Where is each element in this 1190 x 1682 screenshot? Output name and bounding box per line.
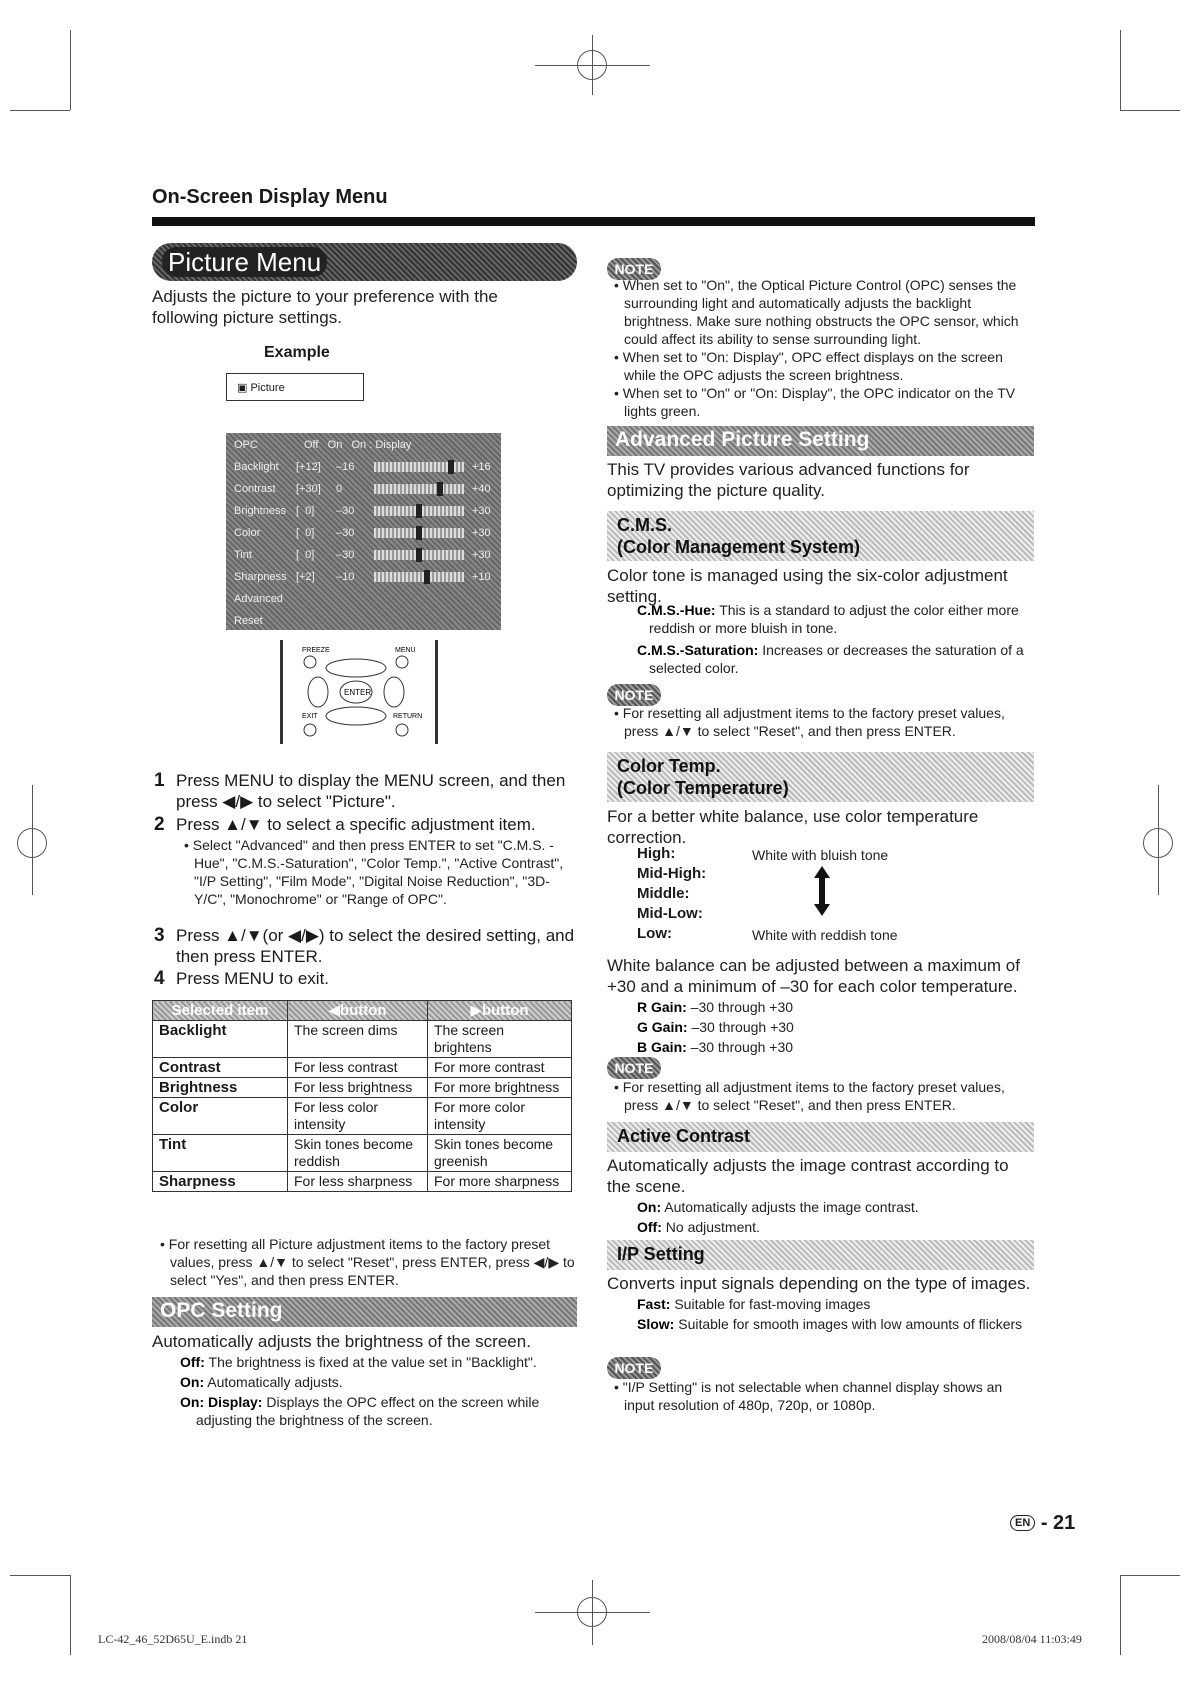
ip-setting-heading: I/P Setting xyxy=(607,1240,1034,1270)
osd-row-slider: Sharpness [+2] –10 +10 xyxy=(234,571,491,583)
ip-note: • "I/P Setting" is not selectable when channel display shows an input resolution of 480p, 720p, or 1080p. xyxy=(610,1378,1035,1414)
cms-heading: C.M.S. (Color Management System) xyxy=(607,511,1034,561)
footer-date: 2008/08/04 11:03:49 xyxy=(982,1632,1082,1646)
note-badge: NOTE xyxy=(607,1057,661,1079)
example-label: Example xyxy=(264,344,330,361)
color-temp-heading: Color Temp. (Color Temperature) xyxy=(607,752,1034,802)
osd-slider xyxy=(374,462,464,472)
step-2: 2 Press ▲/▼ to select a specific adjustment item. xyxy=(154,814,536,835)
osd-row-slider: Brightness [ 0] –30 +30 xyxy=(234,505,491,517)
color-temp-intro: For a better white balance, use color temperature correction. xyxy=(607,807,979,847)
freeze-label: FREEZE xyxy=(302,647,330,654)
temp-level-high: High: xyxy=(637,845,676,862)
crop-mark xyxy=(1120,1575,1121,1655)
advanced-intro: This TV provides various advanced functions for optimizing the picture quality. xyxy=(607,460,970,500)
note-badge: NOTE xyxy=(607,258,661,280)
crop-mark xyxy=(32,785,33,895)
osd-slider-knob xyxy=(416,504,422,518)
osd-slider xyxy=(374,528,464,538)
crop-mark xyxy=(70,30,71,110)
osd-row-slider: Contrast [+30] 0 +40 xyxy=(234,483,491,495)
opc-item-off: Off: The brightness is fixed at the value set in "Backlight". xyxy=(180,1354,537,1370)
osd-picture-tab: ▣ Picture xyxy=(226,373,364,401)
crop-mark xyxy=(10,110,70,111)
osd-slider-knob xyxy=(448,460,454,474)
crop-mark xyxy=(535,1612,650,1613)
osd-slider-knob xyxy=(416,526,422,540)
picture-menu-intro: Adjusts the picture to your preference with the following picture settings. xyxy=(152,287,498,327)
enter-label: ENTER xyxy=(344,688,372,697)
temp-level-mid-low: Mid-Low: xyxy=(637,905,703,922)
advanced-heading: Advanced Picture Setting xyxy=(607,426,1034,456)
white-balance-text: White balance can be adjusted between a maximum of +30 and a minimum of –30 for each color temperature. xyxy=(607,956,1020,996)
crop-mark xyxy=(10,1575,70,1576)
temp-level-low: Low: xyxy=(637,925,672,942)
crop-mark xyxy=(1120,1575,1180,1576)
crop-mark xyxy=(1158,785,1159,895)
opc-notes: • When set to "On", the Optical Picture Control (OPC) senses the surrounding light and automatically adjusts the backlight brightness. Make sure nothing obstructs the OPC sensor, which could affect its ability to sense surrounding light. • When set to "On: Display", OPC effect displays on the screen while the OPC adjusts the screen brightness. • When set to "On" or "On: Display", the OPC indicator on the TV lights green. xyxy=(610,276,1035,420)
note-badge: NOTE xyxy=(607,684,661,706)
menu-label: MENU xyxy=(395,647,416,654)
footer-filename: LC-42_46_52D65U_E.indb 21 xyxy=(98,1632,248,1646)
osd-slider xyxy=(374,550,464,560)
return-label: RETURN xyxy=(393,713,423,720)
step-2-sub: • Select "Advanced" and then press ENTER to set "C.M.S. -Hue", "C.M.S.-Saturation", "Color Temp.", "Active Contrast", "I/P Setting", "Film Mode", "Digital Noise Reduction", "3D-Y/C", "Monochrome" or "Range of OPC". xyxy=(180,836,575,908)
exit-label: EXIT xyxy=(302,713,318,720)
crop-mark xyxy=(70,1575,71,1655)
header-rule xyxy=(152,217,1035,226)
ip-intro: Converts input signals depending on the type of images. xyxy=(607,1274,1031,1293)
ip-slow: Slow: Suitable for smooth images with low amounts of flickers xyxy=(637,1316,1023,1332)
osd-row-slider: Tint [ 0] –30 +30 xyxy=(234,549,491,561)
osd-opc-options: Off On On : Display xyxy=(304,439,412,451)
osd-row-slider: Backlight [+12] –16 +16 xyxy=(234,461,491,473)
low-description: White with reddish tone xyxy=(752,927,898,943)
picture-menu-heading: Picture Menu xyxy=(152,243,577,281)
g-gain: G Gain: –30 through +30 xyxy=(637,1019,794,1035)
table-row: Brightness For less brightness For more brightness xyxy=(153,1078,572,1098)
note-badge: NOTE xyxy=(607,1357,661,1379)
table-row: Backlight The screen dims The screen brightens xyxy=(153,1021,572,1058)
osd-slider-knob xyxy=(437,482,443,496)
crop-mark xyxy=(1120,110,1180,111)
osd-screen: OPC Off On On : Display Backlight [+12] –16 +16 Contrast [+30] 0 +40 Brightness [ 0] –30 +30 Color [ 0] –30 +30 Tint [ 0] –30 +30 Sharpness [+2] –10 +10 Advanced Reset xyxy=(226,433,501,630)
table-row: Sharpness For less sharpness For more sharpness xyxy=(153,1172,572,1192)
reset-note: • For resetting all Picture adjustment items to the factory preset values, press ▲/▼ to select "Reset", press ENTER, press ◀/▶ to select "Yes", and then press ENTER. xyxy=(156,1235,576,1289)
step-1: 1 Press MENU to display the MENU screen, and then press ◀/▶ to select "Picture". xyxy=(154,770,566,811)
active-contrast-intro: Automatically adjusts the image contrast according to the scene. xyxy=(607,1156,1009,1196)
page-number: EN - 21 xyxy=(1010,1512,1075,1535)
color-temp-note: • For resetting all adjustment items to the factory preset values, press ▲/▼ to select "Reset", and then press ENTER. xyxy=(610,1078,1035,1114)
remote-illustration xyxy=(280,640,440,744)
cms-saturation: C.M.S.-Saturation: Increases or decreases the saturation of a selected color. xyxy=(637,642,1024,676)
cms-note: • For resetting all adjustment items to the factory preset values, press ▲/▼ to select "Reset", and then press ENTER. xyxy=(610,704,1035,740)
ip-fast: Fast: Suitable for fast-moving images xyxy=(637,1296,871,1312)
osd-slider-knob xyxy=(416,548,422,562)
high-description: White with bluish tone xyxy=(752,847,889,863)
adjustment-table xyxy=(152,1000,572,1192)
r-gain: R Gain: –30 through +30 xyxy=(637,999,794,1015)
crop-mark xyxy=(1120,30,1121,110)
opc-item-on: On: Automatically adjusts. xyxy=(180,1374,343,1390)
picture-icon: ▣ xyxy=(237,382,251,394)
table-row: Color For less color intensity For more color intensity xyxy=(153,1098,572,1135)
language-badge: EN xyxy=(1010,1515,1035,1531)
osd-slider-knob xyxy=(424,570,430,584)
osd-slider xyxy=(374,506,464,516)
cms-hue: C.M.S.-Hue: This is a standard to adjust the color either more reddish or more bluish in tone. xyxy=(637,602,1019,636)
step-4: 4 Press MENU to exit. xyxy=(154,968,330,989)
temp-level-mid-high: Mid-High: xyxy=(637,865,707,882)
b-gain: B Gain: –30 through +30 xyxy=(637,1039,794,1055)
opc-setting-heading: OPC Setting xyxy=(152,1297,577,1327)
active-contrast-on: On: Automatically adjusts the image contrast. xyxy=(637,1199,919,1215)
table-row: Tint Skin tones become reddish Skin tones become greenish xyxy=(153,1135,572,1172)
section-title: On-Screen Display Menu xyxy=(152,186,388,208)
opc-intro: Automatically adjusts the brightness of the screen. xyxy=(152,1332,531,1351)
osd-slider xyxy=(374,572,464,582)
active-contrast-off: Off: No adjustment. xyxy=(637,1219,760,1235)
crop-mark xyxy=(535,65,650,66)
osd-row-slider: Color [ 0] –30 +30 xyxy=(234,527,491,539)
step-3: 3 Press ▲/▼(or ◀/▶) to select the desired setting, and then press ENTER. xyxy=(154,925,575,966)
table-header: Selected item ◀button ▶button xyxy=(153,1001,572,1021)
osd-row-opc: OPC Off On On : Display xyxy=(234,439,412,451)
table-row: Contrast For less contrast For more contrast xyxy=(153,1058,572,1078)
active-contrast-heading: Active Contrast xyxy=(607,1122,1034,1152)
double-arrow-icon xyxy=(812,866,832,916)
osd-slider xyxy=(374,484,464,494)
opc-item-on-display: On: Display: Displays the OPC effect on the screen while adjusting the brightness of the screen. xyxy=(180,1394,540,1428)
cms-intro: Color tone is managed using the six-color adjustment setting. xyxy=(607,566,1008,606)
temp-level-middle: Middle: xyxy=(637,885,690,902)
